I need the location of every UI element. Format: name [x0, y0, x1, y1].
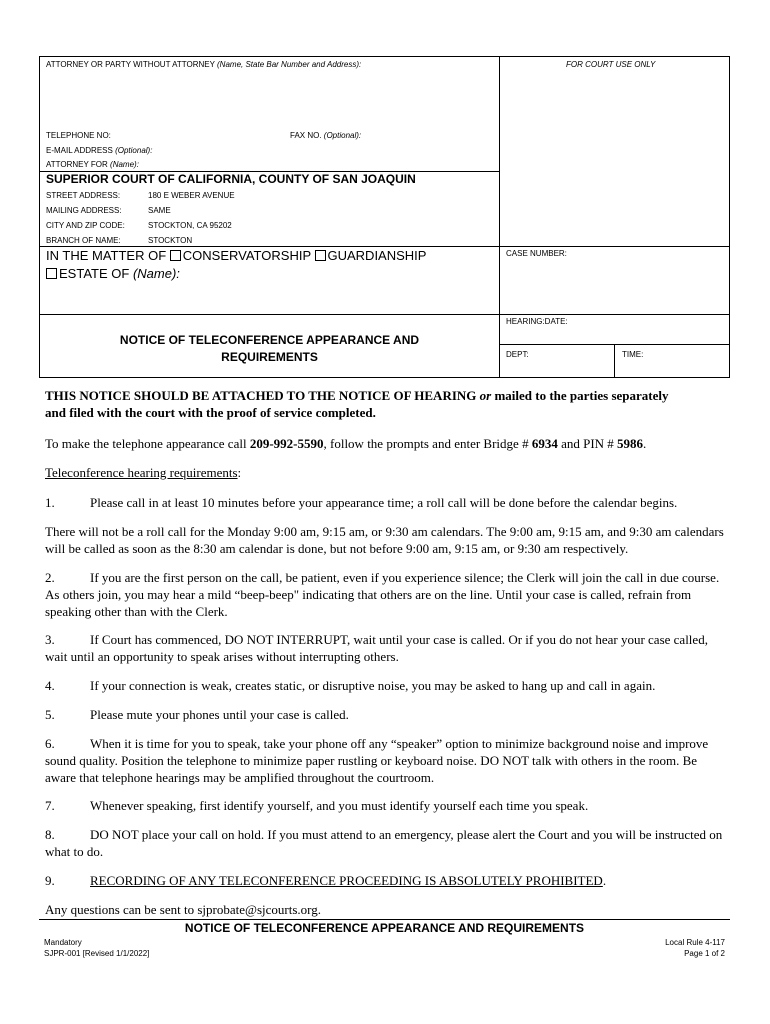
pin-number: 5986 [617, 436, 644, 451]
conservatorship-checkbox[interactable] [170, 250, 181, 261]
list-item: 4. If your connection is weak, creates static, or disruptive noise, you may be asked to hang up and call in again. [45, 678, 656, 693]
street-label: STREET ADDRESS: [46, 191, 121, 200]
list-item: 6. When it is time for you to speak, take your phone off any “speaker” option to minimize background noise and improve sound quality. Position the telephone to minimize paper rustling or keyboard noise. DO NOT talk with others in the room. Be aware that telephone hearings may be amplified throughout the courtroom. [45, 736, 709, 785]
dept-label: DEPT: [506, 350, 529, 359]
list-item: 8. DO NOT place your call on hold. If you must attend to an emergency, please alert the Court and you will be instructed on what to do. [45, 827, 723, 859]
call-instructions: To make the telephone appearance call 209-992-5590, follow the prompts and enter Bridge # 6934 and PIN # 5986. [45, 436, 647, 451]
phone-number: 209-992-5590 [249, 436, 324, 451]
footer-rule [39, 919, 730, 920]
attach-notice: THIS NOTICE SHOULD BE ATTACHED TO THE NOTICE OF HEARING or mailed to the parties separately and filed with the court with the proof of service completed. [45, 388, 669, 420]
conservatorship-label: CONSERVATORSHIP [182, 248, 311, 263]
footer-page: Page 1 of 2 [684, 949, 725, 958]
mailing-value: SAME [148, 206, 171, 215]
dept-time-divider [614, 344, 615, 378]
questions-line: Any questions can be sent to sjprobate@sjcourts.org. [45, 902, 322, 917]
mailing-label: MAILING ADDRESS: [46, 206, 122, 215]
matter-line: IN THE MATTER OF CONSERVATORSHIP GUARDIANSHIP [46, 248, 427, 263]
time-label: TIME: [622, 350, 644, 359]
guardianship-label: GUARDIANSHIP [327, 248, 427, 263]
branch-value: STOCKTON [148, 236, 193, 245]
attorney-for-label: ATTORNEY FOR (Name): [46, 160, 139, 169]
city-label: CITY AND ZIP CODE: [46, 221, 125, 230]
list-item: There will not be a roll call for the Monday 9:00 am, 9:15 am, or 9:30 am calendars. The 9:00 am, 9:15 am, and 9:30 am calendars will be called as soon as the 8:30 am calendar is done, but not before 9:00 am, 9:15 am, or 9:30 am respectively. [45, 524, 724, 556]
footer-rule-ref: Local Rule 4-117 [665, 938, 725, 947]
footer-title: NOTICE OF TELECONFERENCE APPEARANCE AND REQUIREMENTS [184, 921, 585, 935]
hearing-date-label: HEARING:DATE: [506, 317, 568, 326]
court-name: SUPERIOR COURT OF CALIFORNIA, COUNTY OF SAN JOAQUIN [46, 172, 416, 186]
footer-form-id: SJPR-001 [Revised 1/1/2022] [44, 949, 150, 958]
estate-checkbox[interactable] [46, 268, 57, 279]
guardianship-checkbox[interactable] [315, 250, 326, 261]
list-item: 1. Please call in at least 10 minutes before your appearance time; a roll call will be done before the calendar begins. [45, 495, 678, 510]
list-item: 2. If you are the first person on the call, be patient, even if you experience silence; the Clerk will join the call in due course. As others join, you may hear a mild “beep-beep" indicating that others are on the line. Until your case is called, refrain from speaking other than with the Clerk. [45, 570, 720, 619]
attorney-label: ATTORNEY OR PARTY WITHOUT ATTORNEY (Name, State Bar Number and Address): [46, 60, 362, 69]
list-item: 5. Please mute your phones until your case is called. [45, 707, 349, 722]
title-row-rule [39, 314, 730, 315]
branch-label: BRANCH OF NAME: [46, 236, 121, 245]
fax-label: FAX NO. (Optional): [290, 131, 362, 140]
street-value: 180 E WEBER AVENUE [148, 191, 235, 200]
court-use-only-label: FOR COURT USE ONLY [566, 60, 656, 69]
email-label: E-MAIL ADDRESS (Optional): [46, 146, 153, 155]
list-item: 7. Whenever speaking, first identify yourself, and you must identify yourself each time you speak. [45, 798, 589, 813]
caption-divider [499, 56, 500, 378]
list-item: 3. If Court has commenced, DO NOT INTERRUPT, wait until your case is called. Or if you do not hear your case called, wait until an opportunity to speak arises without interrupting others. [45, 632, 708, 664]
form-title: NOTICE OF TELECONFERENCE APPEARANCE AND REQUIREMENTS [119, 333, 420, 364]
list-item-recording: 9. RECORDING OF ANY TELECONFERENCE PROCEEDING IS ABSOLUTELY PROHIBITED. [45, 873, 607, 888]
telephone-label: TELEPHONE NO: [46, 131, 111, 140]
matter-row-rule [39, 246, 730, 247]
footer-mandatory: Mandatory [44, 938, 82, 947]
city-value: STOCKTON, CA 95202 [148, 221, 232, 230]
caption-box [39, 56, 730, 378]
estate-line: ESTATE OF (Name): [46, 266, 180, 281]
requirements-heading: Teleconference hearing requirements: [45, 465, 242, 480]
bridge-number: 6934 [531, 436, 558, 451]
case-number-label: CASE NUMBER: [506, 249, 567, 258]
